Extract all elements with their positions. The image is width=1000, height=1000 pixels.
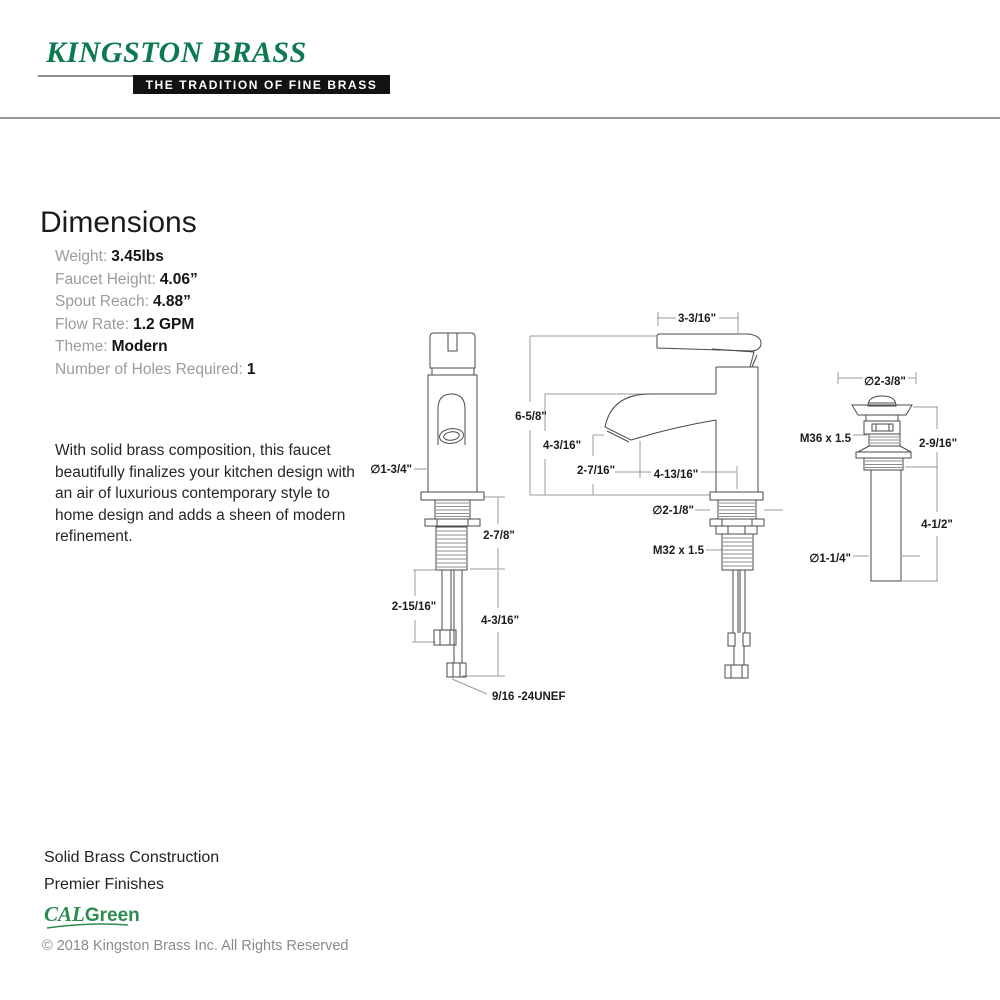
header-divider [0, 117, 1000, 119]
calgreen-underline [45, 922, 130, 930]
spec-row-holes [55, 359, 255, 382]
dim-label-front-supply-short: 2-15/16" [391, 601, 437, 613]
spec-label: Spout Reach: [55, 293, 149, 311]
dim-label-front-shank-length: 2-7/8" [483, 530, 515, 542]
dim-label-drain-thread: M36 x 1.5 [799, 433, 851, 445]
spec-row-weight [55, 246, 255, 269]
dim-label-side-spout-reach: 4-13/16" [653, 469, 699, 481]
dim-label-front-supply-long: 4-3/16" [480, 615, 520, 627]
tagline-text: THE TRADITION OF FINE BRASS [145, 77, 378, 92]
kingston-brass-logo: KINGSTON BRASS [46, 36, 307, 69]
faucet-front-view [421, 333, 484, 677]
spec-value: 1 [246, 360, 256, 378]
spec-list [55, 246, 255, 382]
spec-label: Theme: [55, 338, 108, 356]
spec-value: 4.88” [152, 293, 191, 311]
dimension-lines [412, 312, 938, 694]
dim-label-side-shank-thread: M32 x 1.5 [652, 545, 704, 557]
dim-label-drain-tail-length: 4-1/2" [921, 519, 953, 531]
tagline-bar [133, 75, 390, 94]
drain-assembly-view [852, 396, 912, 581]
spec-label: Weight: [55, 248, 108, 265]
spec-value: 3.45lbs [111, 248, 164, 265]
feature-premier-finishes: Premier Finishes [44, 876, 165, 893]
spec-label: Flow Rate: [55, 315, 130, 333]
spec-label: Faucet Height: [55, 270, 156, 288]
spec-row-spout-reach [55, 291, 255, 314]
dimension-labels [370, 313, 957, 703]
spec-row-flow-rate [55, 314, 255, 337]
dim-label-side-overall-height: 6-5/8" [515, 411, 547, 423]
spec-value: 1.2 GPM [133, 315, 195, 333]
dim-label-side-clearance: 2-7/16" [576, 465, 616, 477]
copyright-text: © 2018 Kingston Brass Inc. All Rights Reserved [42, 938, 349, 954]
dim-label-side-base-dia: ∅2-1/8" [652, 505, 694, 517]
spec-row-faucet-height [55, 269, 255, 292]
dim-label-side-handle-width: 3-3/16" [677, 313, 717, 325]
calgreen-green: Green [84, 905, 140, 926]
spec-label: Number of Holes Required: [55, 360, 243, 378]
dim-label-drain-cap-dia: ∅2-3/8" [864, 376, 906, 388]
spec-value: Modern [111, 338, 168, 356]
spec-row-theme [55, 336, 255, 359]
dim-label-side-spout-height: 4-3/16" [542, 440, 582, 452]
dim-label-drain-upper-height: 2-9/16" [918, 438, 958, 450]
dim-label-front-body-dia: ∅1-3/4" [370, 464, 412, 476]
dim-label-front-supply-thread: 9/16 -24UNEF [492, 691, 566, 703]
dim-label-drain-tail-dia: ∅1-1/4" [809, 553, 851, 565]
spec-value: 4.06” [159, 270, 198, 288]
technical-drawing [370, 300, 970, 712]
product-description: With solid brass composition, this faucet beautifully finalizes your kitchen design with an air of luxurious contemporary style to home design and adds a sheen of modern refinement. [55, 442, 355, 546]
page-title: Dimensions [40, 206, 197, 239]
calgreen-cal: CAL [44, 902, 85, 926]
feature-solid-brass: Solid Brass Construction [44, 849, 220, 866]
